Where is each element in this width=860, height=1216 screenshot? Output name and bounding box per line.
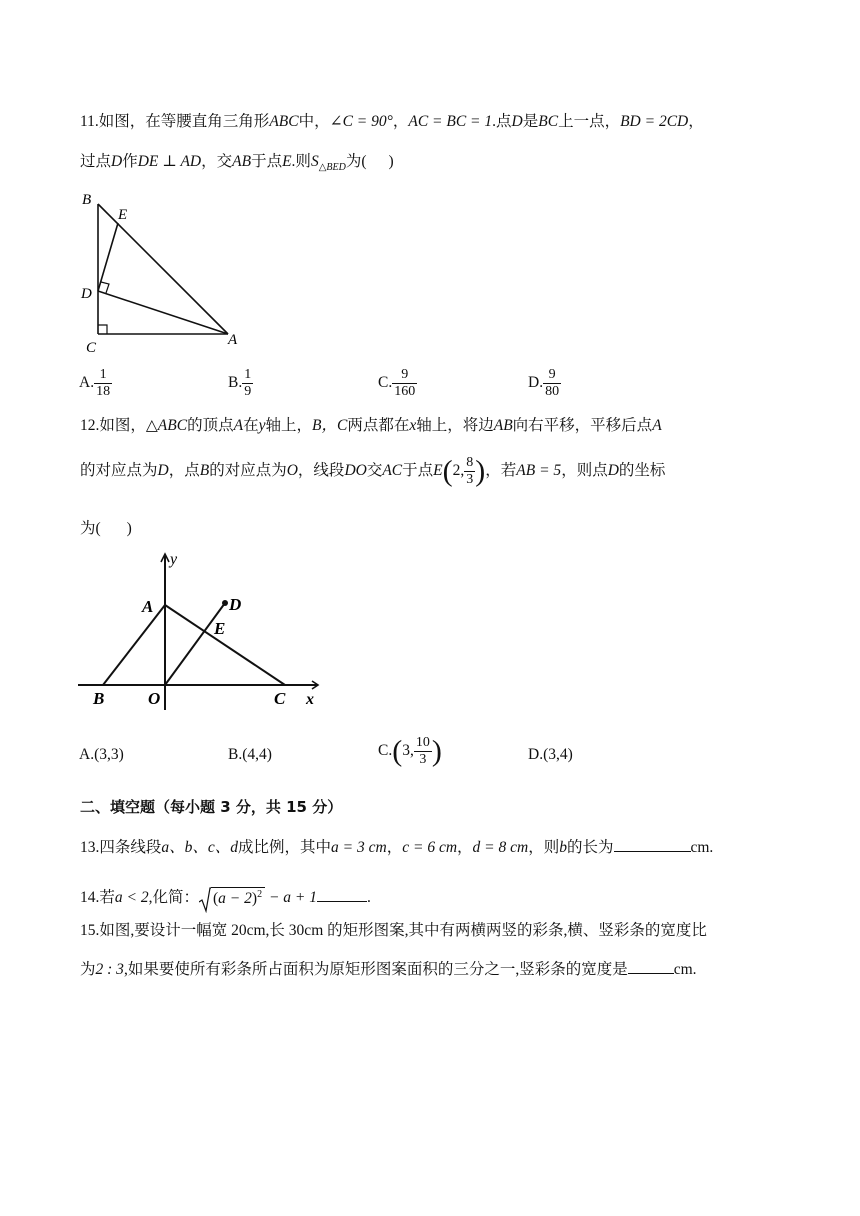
q11-triangle-figure: [78, 188, 248, 358]
q12-line2: 的对应点为D，点B的对应点为O，线段DO交AC于点E(2, $\frac{8}{3}$ )，若AB = 5，则点D的坐标: [80, 454, 666, 488]
answer-blank[interactable]: [628, 959, 674, 974]
label-y: y: [170, 551, 178, 568]
label-e: E: [118, 207, 128, 223]
right-angle-d: [101, 282, 109, 293]
q11-line2: 过点D作DE ⊥ AD，交AB于点E.则$S_{\triangle BED}$为( ): [80, 153, 394, 174]
q15-line2: 为2 : 3,如果要使所有彩条所占面积为原矩形图案面积的三分之一,竖彩条的宽度是 cm.: [80, 961, 697, 978]
label-a: A: [228, 332, 238, 348]
q11-option-a[interactable]: A. $\frac{1}{18}$: [79, 367, 111, 399]
q12-option-a[interactable]: A.(3,3): [79, 746, 124, 763]
q15-line1: 15.如图,要设计一幅宽 20cm,长 30cm 的矩形图案,其中有两横两竖的彩条,横、竖彩条的宽度比: [80, 922, 707, 939]
q11-line1: 11.如图，在等腰直角三角形ABC中，∠C = 90°，AC = BC = 1.点D是BC上一点，BD = 2CD，: [80, 113, 704, 130]
label-o: O: [148, 689, 161, 708]
segment-od: [165, 603, 225, 685]
segment-ac: [165, 605, 285, 685]
q12-line3: 为( ): [80, 520, 132, 537]
section-heading: 二、填空题（每小题 3 分，共 15 分）: [80, 798, 343, 816]
label-x: x: [306, 691, 314, 708]
segment-ab: [103, 605, 165, 685]
q12-option-b[interactable]: B.(4,4): [228, 746, 272, 763]
label-e: E: [214, 619, 226, 638]
q11-option-d[interactable]: D. $\frac{9}{80}$: [528, 367, 560, 399]
label-b: B: [93, 689, 105, 708]
answer-blank[interactable]: [317, 887, 367, 902]
q13-text: 13.四条线段a、b、c、d成比例，其中a = 3 cm，c = 6 cm，d = 8 cm，则b的长为 cm.: [80, 839, 714, 856]
segment-de: [98, 223, 118, 291]
radical-sign: [199, 887, 211, 913]
square-root-expression: $(a - 2)^2$: [199, 884, 265, 913]
segment-da: [98, 291, 228, 334]
answer-blank[interactable]: [614, 837, 691, 852]
point-d: [222, 600, 228, 606]
q11-option-c[interactable]: C. $\frac{9}{160}$: [378, 367, 416, 399]
label-c: C: [86, 340, 97, 356]
label-d: D: [81, 286, 92, 302]
right-angle-c: [98, 325, 107, 334]
q12-coordinate-figure: [78, 548, 338, 713]
label-d: D: [229, 595, 242, 614]
label-b: B: [82, 192, 92, 208]
q12-option-d[interactable]: D.(3,4): [528, 746, 573, 763]
q12-line1: 12.如图，△ABC的顶点A在y轴上，B，C两点都在x轴上，将边AB向右平移，平移后点A: [80, 417, 662, 434]
label-a: A: [142, 597, 154, 616]
q11-option-b[interactable]: B. $\frac{1}{9}$: [228, 367, 252, 399]
label-c: C: [274, 689, 286, 708]
q14-text: 14.若a < 2,化简： $(a - 2)^2 - a + 1$ .: [80, 884, 371, 913]
q12-option-c[interactable]: C.(3, $\frac{10}{3}$ ): [378, 734, 442, 768]
